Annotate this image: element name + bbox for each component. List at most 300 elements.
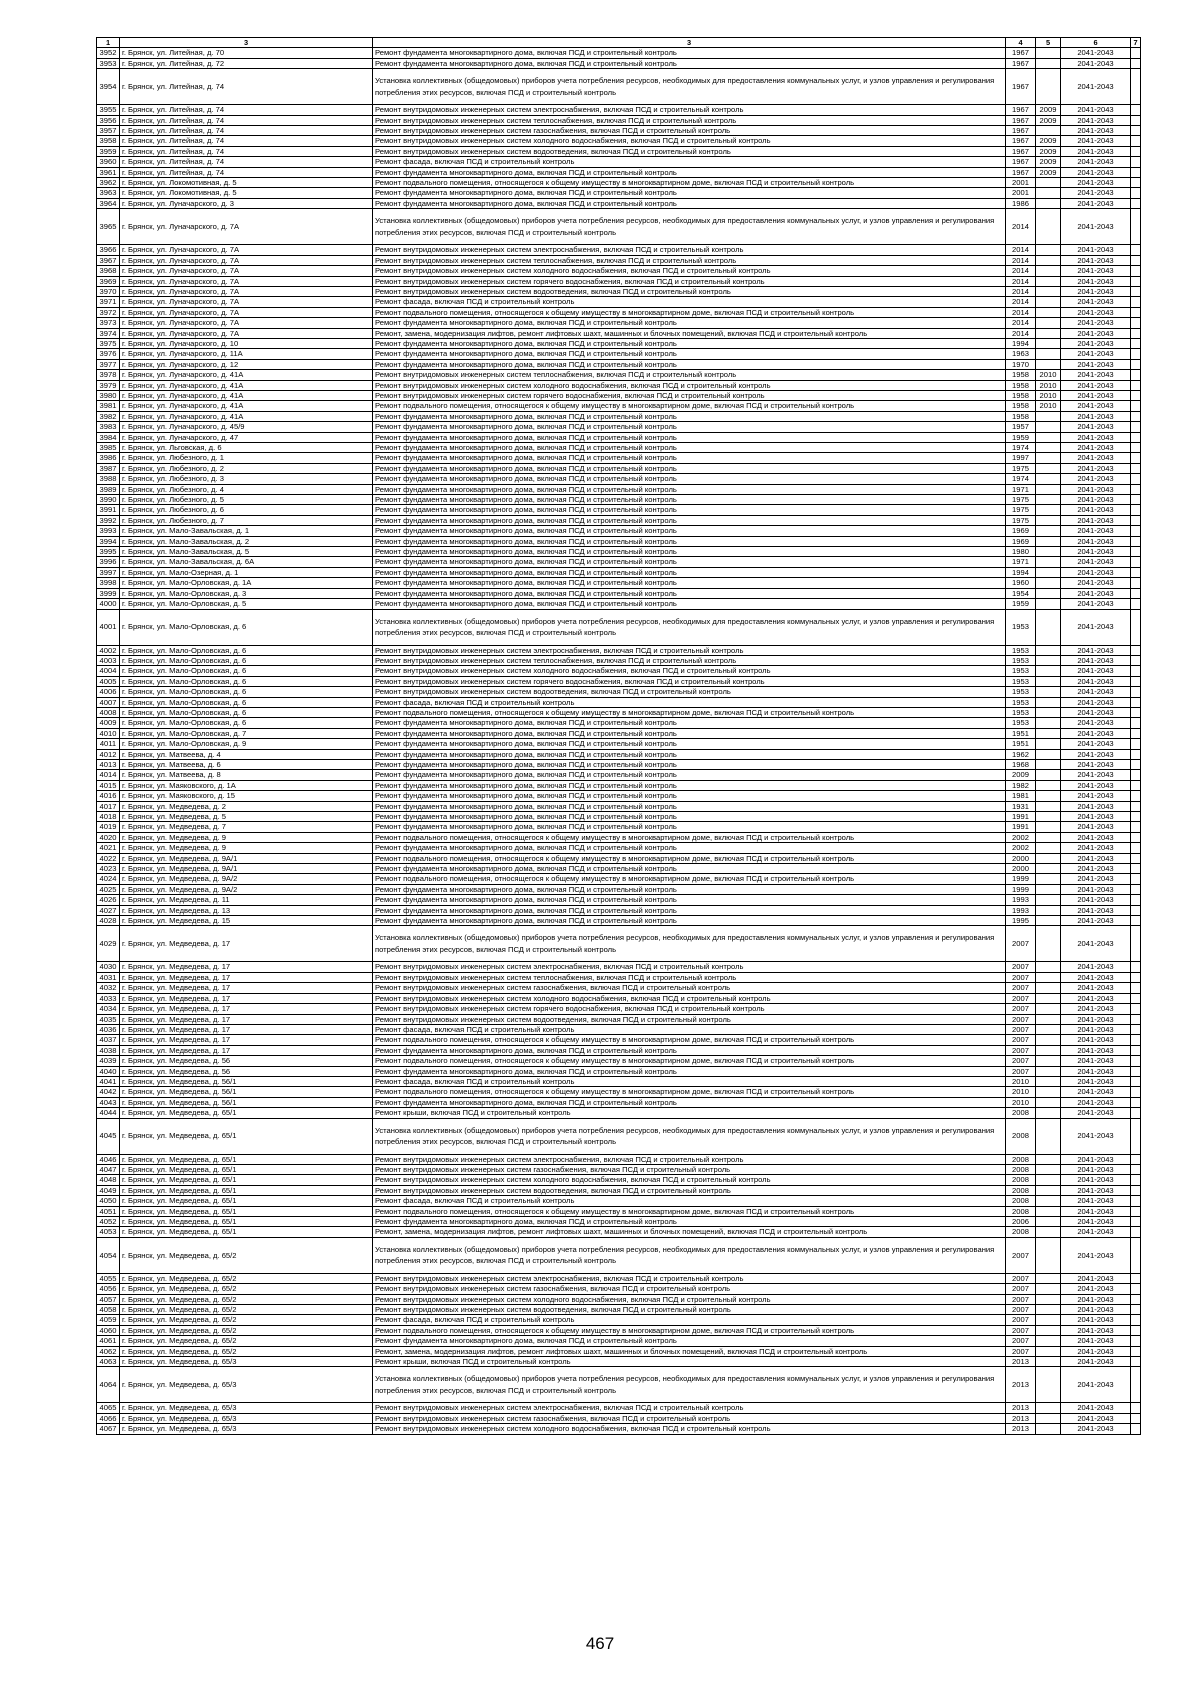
row-number-cell: 4052 (97, 1217, 120, 1227)
work-type-cell: Ремонт, замена, модернизация лифтов, ремонт лифтовых шахт, машинных и блочных помещений, включая ПСД и строительный контроль (373, 1227, 1006, 1237)
note-cell (1131, 1185, 1141, 1195)
year-built-cell: 2007 (1006, 1035, 1036, 1045)
note-cell (1131, 843, 1141, 853)
year-built-cell: 1975 (1006, 505, 1036, 515)
table-row (97, 1206, 1141, 1216)
work-type-cell: Ремонт фундамента многоквартирного дома, включая ПСД и строительный контроль (373, 557, 1006, 567)
work-type-cell: Установка коллективных (общедомовых) приборов учета потребления ресурсов, необходимых для предоставления коммунальных услуг, и узлов управления и регулирования потребления этих ресурсов, включая ПСД и строительный контроль (373, 1118, 1006, 1154)
table-row (97, 69, 1141, 105)
year-last-repair-cell: 2009 (1036, 146, 1061, 156)
row-number-cell: 4035 (97, 1014, 120, 1024)
note-cell (1131, 895, 1141, 905)
year-last-repair-cell (1036, 801, 1061, 811)
work-type-cell: Ремонт фасада, включая ПСД и строительный контроль (373, 1024, 1006, 1034)
row-number-cell: 4044 (97, 1108, 120, 1118)
planned-period-cell: 2041-2043 (1061, 157, 1131, 167)
address-cell: г. Брянск, ул. Мало-Орловская, д. 6 (120, 645, 373, 655)
year-built-cell: 2014 (1006, 286, 1036, 296)
planned-period-cell: 2041-2043 (1061, 1108, 1131, 1118)
planned-period-cell: 2041-2043 (1061, 926, 1131, 962)
year-last-repair-cell: 2010 (1036, 401, 1061, 411)
row-number-cell: 3974 (97, 328, 120, 338)
note-cell (1131, 832, 1141, 842)
year-last-repair-cell (1036, 422, 1061, 432)
row-number-cell: 3967 (97, 255, 120, 265)
address-cell: г. Брянск, ул. Мало-Орловская, д. 6 (120, 707, 373, 717)
table-row (97, 884, 1141, 894)
address-cell: г. Брянск, ул. Любезного, д. 2 (120, 463, 373, 473)
row-number-cell: 3964 (97, 198, 120, 208)
year-last-repair-cell (1036, 338, 1061, 348)
row-number-cell: 4028 (97, 916, 120, 926)
note-cell (1131, 666, 1141, 676)
year-last-repair-cell (1036, 1367, 1061, 1403)
year-last-repair-cell (1036, 1097, 1061, 1107)
year-built-cell: 2007 (1006, 972, 1036, 982)
row-number-cell: 4066 (97, 1413, 120, 1423)
note-cell (1131, 198, 1141, 208)
work-type-cell: Установка коллективных (общедомовых) приборов учета потребления ресурсов, необходимых для предоставления коммунальных услуг, и узлов управления и регулирования потребления этих ресурсов, включая ПСД и строительный контроль (373, 926, 1006, 962)
table-row (97, 286, 1141, 296)
header-cell: 4 (1006, 38, 1036, 48)
year-built-cell: 1981 (1006, 791, 1036, 801)
row-number-cell: 3979 (97, 380, 120, 390)
table-row (97, 728, 1141, 738)
note-cell (1131, 1357, 1141, 1367)
planned-period-cell: 2041-2043 (1061, 905, 1131, 915)
year-last-repair-cell (1036, 1087, 1061, 1097)
year-built-cell: 2008 (1006, 1206, 1036, 1216)
year-built-cell: 2007 (1006, 926, 1036, 962)
note-cell (1131, 1108, 1141, 1118)
row-number-cell: 4003 (97, 655, 120, 665)
planned-period-cell: 2041-2043 (1061, 557, 1131, 567)
row-number-cell: 4039 (97, 1056, 120, 1066)
table-row (97, 1164, 1141, 1174)
work-type-cell: Ремонт подвального помещения, относящегося к общему имуществу в многоквартирном доме, включая ПСД и строительный контроль (373, 874, 1006, 884)
planned-period-cell: 2041-2043 (1061, 167, 1131, 177)
year-built-cell: 2002 (1006, 832, 1036, 842)
note-cell (1131, 359, 1141, 369)
year-built-cell: 2014 (1006, 318, 1036, 328)
work-type-cell: Ремонт внутридомовых инженерных систем холодного водоснабжения, включая ПСД и строительный контроль (373, 1294, 1006, 1304)
planned-period-cell: 2041-2043 (1061, 1357, 1131, 1367)
year-built-cell: 1993 (1006, 905, 1036, 915)
address-cell: г. Брянск, ул. Луначарского, д. 41А (120, 411, 373, 421)
planned-period-cell: 2041-2043 (1061, 676, 1131, 686)
year-last-repair-cell (1036, 286, 1061, 296)
row-number-cell: 4033 (97, 993, 120, 1003)
address-cell: г. Брянск, ул. Литейная, д. 74 (120, 157, 373, 167)
year-built-cell: 2007 (1006, 1273, 1036, 1283)
row-number-cell: 4025 (97, 884, 120, 894)
table-row (97, 188, 1141, 198)
year-last-repair-cell (1036, 209, 1061, 245)
row-number-cell: 3963 (97, 188, 120, 198)
row-number-cell: 4049 (97, 1185, 120, 1195)
planned-period-cell: 2041-2043 (1061, 687, 1131, 697)
year-last-repair-cell (1036, 1118, 1061, 1154)
table-row (97, 718, 1141, 728)
note-cell (1131, 266, 1141, 276)
note-cell (1131, 822, 1141, 832)
row-number-cell: 4020 (97, 832, 120, 842)
row-number-cell: 4057 (97, 1294, 120, 1304)
year-last-repair-cell (1036, 739, 1061, 749)
address-cell: г. Брянск, ул. Луначарского, д. 7А (120, 318, 373, 328)
note-cell (1131, 178, 1141, 188)
work-type-cell: Ремонт подвального помещения, относящегося к общему имуществу в многоквартирном доме, включая ПСД и строительный контроль (373, 178, 1006, 188)
table-row (97, 255, 1141, 265)
note-cell (1131, 380, 1141, 390)
table-row (97, 1346, 1141, 1356)
year-last-repair-cell (1036, 822, 1061, 832)
planned-period-cell: 2041-2043 (1061, 1185, 1131, 1195)
address-cell: г. Брянск, ул. Мало-Завальская, д. 1 (120, 526, 373, 536)
year-built-cell: 1953 (1006, 655, 1036, 665)
row-number-cell: 4030 (97, 962, 120, 972)
year-last-repair-cell (1036, 188, 1061, 198)
planned-period-cell: 2041-2043 (1061, 484, 1131, 494)
address-cell: г. Брянск, ул. Любезного, д. 5 (120, 495, 373, 505)
work-type-cell: Ремонт подвального помещения, относящегося к общему имуществу в многоквартирном доме, включая ПСД и строительный контроль (373, 1087, 1006, 1097)
note-cell (1131, 1004, 1141, 1014)
work-type-cell: Ремонт внутридомовых инженерных систем газоснабжения, включая ПСД и строительный контроль (373, 1413, 1006, 1423)
year-last-repair-cell (1036, 791, 1061, 801)
address-cell: г. Брянск, ул. Медведева, д. 17 (120, 962, 373, 972)
address-cell: г. Брянск, ул. Медведева, д. 65/3 (120, 1367, 373, 1403)
address-cell: г. Брянск, ул. Мало-Орловская, д. 6 (120, 676, 373, 686)
table-row (97, 1284, 1141, 1294)
planned-period-cell: 2041-2043 (1061, 884, 1131, 894)
year-built-cell: 1959 (1006, 599, 1036, 609)
note-cell (1131, 578, 1141, 588)
row-number-cell: 4063 (97, 1357, 120, 1367)
address-cell: г. Брянск, ул. Медведева, д. 9А/2 (120, 874, 373, 884)
note-cell (1131, 1076, 1141, 1086)
address-cell: г. Брянск, ул. Матвеева, д. 8 (120, 770, 373, 780)
note-cell (1131, 338, 1141, 348)
table-row (97, 812, 1141, 822)
note-cell (1131, 1035, 1141, 1045)
planned-period-cell: 2041-2043 (1061, 822, 1131, 832)
year-last-repair-cell (1036, 812, 1061, 822)
note-cell (1131, 759, 1141, 769)
year-last-repair-cell: 2009 (1036, 115, 1061, 125)
address-cell: г. Брянск, ул. Мало-Орловская, д. 7 (120, 728, 373, 738)
planned-period-cell: 2041-2043 (1061, 411, 1131, 421)
planned-period-cell: 2041-2043 (1061, 276, 1131, 286)
row-number-cell: 3970 (97, 286, 120, 296)
year-built-cell: 2007 (1006, 1056, 1036, 1066)
year-last-repair-cell (1036, 1357, 1061, 1367)
year-last-repair-cell (1036, 453, 1061, 463)
year-last-repair-cell (1036, 697, 1061, 707)
year-last-repair-cell (1036, 266, 1061, 276)
planned-period-cell: 2041-2043 (1061, 380, 1131, 390)
address-cell: г. Брянск, ул. Луначарского, д. 7А (120, 245, 373, 255)
table-row (97, 822, 1141, 832)
address-cell: г. Брянск, ул. Мало-Орловская, д. 3 (120, 588, 373, 598)
note-cell (1131, 157, 1141, 167)
planned-period-cell: 2041-2043 (1061, 1413, 1131, 1423)
table-row (97, 318, 1141, 328)
page-number: 467 (585, 1634, 615, 1653)
table-row (97, 167, 1141, 177)
work-type-cell: Ремонт фундамента многоквартирного дома, включая ПСД и строительный контроль (373, 770, 1006, 780)
year-built-cell: 2007 (1006, 983, 1036, 993)
work-type-cell: Ремонт фундамента многоквартирного дома, включая ПСД и строительный контроль (373, 58, 1006, 68)
note-cell (1131, 474, 1141, 484)
note-cell (1131, 1294, 1141, 1304)
address-cell: г. Брянск, ул. Медведева, д. 11 (120, 895, 373, 905)
table-row (97, 791, 1141, 801)
year-last-repair-cell (1036, 993, 1061, 1003)
planned-period-cell: 2041-2043 (1061, 115, 1131, 125)
planned-period-cell: 2041-2043 (1061, 297, 1131, 307)
year-built-cell: 1999 (1006, 884, 1036, 894)
row-number-cell: 4051 (97, 1206, 120, 1216)
work-type-cell: Ремонт крыши, включая ПСД и строительный контроль (373, 1357, 1006, 1367)
planned-period-cell: 2041-2043 (1061, 1305, 1131, 1315)
note-cell (1131, 453, 1141, 463)
year-last-repair-cell (1036, 349, 1061, 359)
table-row (97, 1227, 1141, 1237)
work-type-cell: Ремонт фундамента многоквартирного дома, включая ПСД и строительный контроль (373, 578, 1006, 588)
address-cell: г. Брянск, ул. Мало-Орловская, д. 6 (120, 655, 373, 665)
address-cell: г. Брянск, ул. Мало-Орловская, д. 5 (120, 599, 373, 609)
row-number-cell: 3960 (97, 157, 120, 167)
planned-period-cell: 2041-2043 (1061, 505, 1131, 515)
year-built-cell: 2014 (1006, 266, 1036, 276)
table-row (97, 1097, 1141, 1107)
year-last-repair-cell (1036, 328, 1061, 338)
year-built-cell: 1967 (1006, 136, 1036, 146)
work-type-cell: Ремонт внутридомовых инженерных систем теплоснабжения, включая ПСД и строительный контроль (373, 370, 1006, 380)
address-cell: г. Брянск, ул. Медведева, д. 65/3 (120, 1403, 373, 1413)
year-built-cell: 2007 (1006, 1004, 1036, 1014)
row-number-cell: 4000 (97, 599, 120, 609)
row-number-cell: 3965 (97, 209, 120, 245)
planned-period-cell: 2041-2043 (1061, 609, 1131, 645)
year-built-cell: 2007 (1006, 962, 1036, 972)
year-built-cell: 1997 (1006, 453, 1036, 463)
row-number-cell: 4045 (97, 1118, 120, 1154)
table-row (97, 843, 1141, 853)
table-row (97, 484, 1141, 494)
planned-period-cell: 2041-2043 (1061, 432, 1131, 442)
year-last-repair-cell (1036, 432, 1061, 442)
year-built-cell: 1986 (1006, 198, 1036, 208)
planned-period-cell: 2041-2043 (1061, 359, 1131, 369)
planned-period-cell: 2041-2043 (1061, 422, 1131, 432)
planned-period-cell: 2041-2043 (1061, 916, 1131, 926)
table-row (97, 557, 1141, 567)
table-row (97, 536, 1141, 546)
planned-period-cell: 2041-2043 (1061, 1035, 1131, 1045)
table-body (97, 38, 1141, 1435)
work-type-cell: Ремонт внутридомовых инженерных систем теплоснабжения, включая ПСД и строительный контроль (373, 115, 1006, 125)
work-type-cell: Ремонт внутридомовых инженерных систем газоснабжения, включая ПСД и строительный контроль (373, 126, 1006, 136)
work-type-cell: Ремонт фундамента многоквартирного дома, включая ПСД и строительный контроль (373, 359, 1006, 369)
address-cell: г. Брянск, ул. Любезного, д. 1 (120, 453, 373, 463)
address-cell: г. Брянск, ул. Мало-Орловская, д. 6 (120, 697, 373, 707)
year-last-repair-cell (1036, 1305, 1061, 1315)
table-row (97, 926, 1141, 962)
planned-period-cell: 2041-2043 (1061, 853, 1131, 863)
row-number-cell: 4011 (97, 739, 120, 749)
row-number-cell: 4007 (97, 697, 120, 707)
year-last-repair-cell (1036, 1035, 1061, 1045)
address-cell: г. Брянск, ул. Матвеева, д. 6 (120, 759, 373, 769)
planned-period-cell: 2041-2043 (1061, 370, 1131, 380)
year-built-cell: 1967 (1006, 115, 1036, 125)
note-cell (1131, 1315, 1141, 1325)
note-cell (1131, 422, 1141, 432)
address-cell: г. Брянск, ул. Луначарского, д. 45/9 (120, 422, 373, 432)
note-cell (1131, 286, 1141, 296)
work-type-cell: Ремонт фундамента многоквартирного дома, включая ПСД и строительный контроль (373, 536, 1006, 546)
planned-period-cell: 2041-2043 (1061, 801, 1131, 811)
year-last-repair-cell (1036, 749, 1061, 759)
year-built-cell: 2014 (1006, 297, 1036, 307)
address-cell: г. Брянск, ул. Любезного, д. 7 (120, 515, 373, 525)
year-built-cell: 1953 (1006, 666, 1036, 676)
row-number-cell: 4040 (97, 1066, 120, 1076)
year-last-repair-cell (1036, 843, 1061, 853)
work-type-cell: Ремонт внутридомовых инженерных систем водоотведения, включая ПСД и строительный контроль (373, 1014, 1006, 1024)
planned-period-cell: 2041-2043 (1061, 1284, 1131, 1294)
table-row (97, 874, 1141, 884)
row-number-cell: 4065 (97, 1403, 120, 1413)
work-type-cell: Ремонт внутридомовых инженерных систем горячего водоснабжения, включая ПСД и строительный контроль (373, 276, 1006, 286)
note-cell (1131, 1045, 1141, 1055)
work-type-cell: Ремонт внутридомовых инженерных систем горячего водоснабжения, включая ПСД и строительный контроль (373, 390, 1006, 400)
work-type-cell: Ремонт внутридомовых инженерных систем водоотведения, включая ПСД и строительный контроль (373, 146, 1006, 156)
row-number-cell: 3999 (97, 588, 120, 598)
row-number-cell: 4059 (97, 1315, 120, 1325)
work-type-cell: Ремонт фундамента многоквартирного дома, включая ПСД и строительный контроль (373, 495, 1006, 505)
note-cell (1131, 707, 1141, 717)
year-last-repair-cell (1036, 895, 1061, 905)
year-last-repair-cell (1036, 526, 1061, 536)
planned-period-cell: 2041-2043 (1061, 126, 1131, 136)
year-last-repair-cell (1036, 443, 1061, 453)
row-number-cell: 3968 (97, 266, 120, 276)
work-program-table (96, 37, 1141, 1435)
row-number-cell: 4006 (97, 687, 120, 697)
table-row (97, 578, 1141, 588)
year-built-cell: 2013 (1006, 1403, 1036, 1413)
table-row (97, 1273, 1141, 1283)
year-last-repair-cell (1036, 972, 1061, 982)
address-cell: г. Брянск, ул. Медведева, д. 2 (120, 801, 373, 811)
row-number-cell: 4013 (97, 759, 120, 769)
year-built-cell: 1975 (1006, 515, 1036, 525)
year-last-repair-cell (1036, 48, 1061, 58)
year-last-repair-cell (1036, 463, 1061, 473)
year-built-cell: 1931 (1006, 801, 1036, 811)
year-built-cell: 2009 (1006, 770, 1036, 780)
note-cell (1131, 547, 1141, 557)
table-row (97, 115, 1141, 125)
year-last-repair-cell (1036, 864, 1061, 874)
row-number-cell: 3958 (97, 136, 120, 146)
year-last-repair-cell (1036, 780, 1061, 790)
row-number-cell: 4041 (97, 1076, 120, 1086)
row-number-cell: 4005 (97, 676, 120, 686)
planned-period-cell: 2041-2043 (1061, 318, 1131, 328)
work-type-cell: Ремонт фундамента многоквартирного дома, включая ПСД и строительный контроль (373, 780, 1006, 790)
work-type-cell: Ремонт внутридомовых инженерных систем электроснабжения, включая ПСД и строительный контроль (373, 962, 1006, 972)
planned-period-cell: 2041-2043 (1061, 1196, 1131, 1206)
row-number-cell: 3984 (97, 432, 120, 442)
table-row (97, 676, 1141, 686)
address-cell: г. Брянск, ул. Литейная, д. 74 (120, 136, 373, 146)
note-cell (1131, 588, 1141, 598)
address-cell: г. Брянск, ул. Медведева, д. 9А/1 (120, 864, 373, 874)
address-cell: г. Брянск, ул. Луначарского, д. 41А (120, 370, 373, 380)
work-type-cell: Ремонт, замена, модернизация лифтов, ремонт лифтовых шахт, машинных и блочных помещений, включая ПСД и строительный контроль (373, 328, 1006, 338)
year-built-cell: 2007 (1006, 1315, 1036, 1325)
header-cell: 7 (1131, 38, 1141, 48)
work-type-cell: Ремонт фундамента многоквартирного дома, включая ПСД и строительный контроль (373, 864, 1006, 874)
table-row (97, 432, 1141, 442)
address-cell: г. Брянск, ул. Луначарского, д. 7А (120, 307, 373, 317)
address-cell: г. Брянск, ул. Литейная, д. 72 (120, 58, 373, 68)
table-row (97, 1045, 1141, 1055)
address-cell: г. Брянск, ул. Медведева, д. 9А/2 (120, 884, 373, 894)
table-row (97, 666, 1141, 676)
year-last-repair-cell (1036, 474, 1061, 484)
planned-period-cell: 2041-2043 (1061, 1367, 1131, 1403)
note-cell (1131, 1164, 1141, 1174)
year-last-repair-cell (1036, 645, 1061, 655)
year-last-repair-cell (1036, 484, 1061, 494)
work-type-cell: Ремонт фундамента многоквартирного дома, включая ПСД и строительный контроль (373, 1097, 1006, 1107)
address-cell: г. Брянск, ул. Медведева, д. 65/1 (120, 1108, 373, 1118)
table-row (97, 1118, 1141, 1154)
table-row (97, 1237, 1141, 1273)
table-row (97, 1014, 1141, 1024)
planned-period-cell: 2041-2043 (1061, 495, 1131, 505)
year-built-cell: 2002 (1006, 843, 1036, 853)
year-built-cell: 2001 (1006, 188, 1036, 198)
row-number-cell: 3953 (97, 58, 120, 68)
note-cell (1131, 983, 1141, 993)
planned-period-cell: 2041-2043 (1061, 1237, 1131, 1273)
year-last-repair-cell: 2009 (1036, 105, 1061, 115)
work-type-cell: Ремонт внутридомовых инженерных систем электроснабжения, включая ПСД и строительный контроль (373, 1273, 1006, 1283)
planned-period-cell: 2041-2043 (1061, 1273, 1131, 1283)
row-number-cell: 3986 (97, 453, 120, 463)
planned-period-cell: 2041-2043 (1061, 178, 1131, 188)
table-row (97, 1305, 1141, 1315)
year-built-cell: 2007 (1006, 1294, 1036, 1304)
table-row (97, 707, 1141, 717)
table-row (97, 1087, 1141, 1097)
note-cell (1131, 728, 1141, 738)
year-last-repair-cell (1036, 718, 1061, 728)
year-built-cell: 2013 (1006, 1424, 1036, 1434)
table-row (97, 495, 1141, 505)
year-last-repair-cell (1036, 178, 1061, 188)
year-last-repair-cell (1036, 557, 1061, 567)
address-cell: г. Брянск, ул. Медведева, д. 65/2 (120, 1305, 373, 1315)
year-built-cell: 1958 (1006, 390, 1036, 400)
work-type-cell: Ремонт фундамента многоквартирного дома, включая ПСД и строительный контроль (373, 567, 1006, 577)
year-built-cell: 1974 (1006, 443, 1036, 453)
